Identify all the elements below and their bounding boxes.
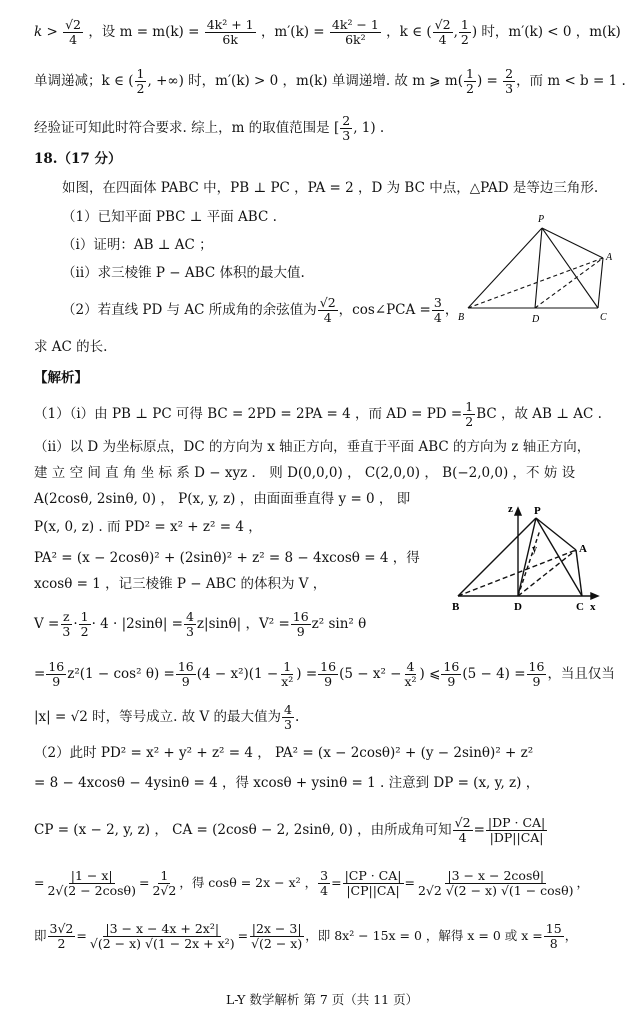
problem-part2-end: 求 AC 的长.: [34, 339, 108, 355]
fraction: $\frac{1}{2}$: [465, 66, 474, 96]
fraction: $\frac{2}{3}$: [505, 66, 514, 96]
fraction: $\frac{√2}{4}$: [454, 815, 471, 845]
edge-BA: [458, 550, 576, 596]
fraction: $\frac{\text{4k² + 1}}{6k}$: [206, 17, 254, 47]
label-C: C: [600, 312, 607, 323]
solution-line-13: CP = (x − 2, y, z) ， CA = (2cosθ − 2, 2sinθ, 0) ，由所成角可知 $\frac{√2}{4}$ = $\frac{|DP \cdot CA|}{|DP||CA|}$: [34, 815, 546, 845]
solution-line-12: = 8 − 4xcosθ − 4ysinθ = 4 ，得 xcosθ + ysinθ = 1 . 注意到 DP = (x, y, z) ，: [34, 775, 540, 791]
solution-line-11: （2）此时 PD² = x² + y² + z² = 4 ， PA² = (x − 2cosθ)² + (y − 2sinθ)² + z²: [34, 745, 534, 761]
fraction: $\frac{4}{3}$: [284, 702, 292, 732]
problem-stem: 如图，在四面体 PABC 中，PB ⊥ PC ，PA = 2 ，D 为 BC 中点，△PAD 是等边三角形.: [62, 180, 599, 196]
label-A: A: [606, 252, 613, 263]
label-x: x: [590, 601, 596, 613]
fraction: $\frac{√2}{4}$: [319, 295, 336, 325]
solution-line-4: A(2cosθ, 2sinθ, 0) ， P(x, y, z) ，由面面垂直得 y = 0 ， 即: [34, 491, 411, 507]
label-P: P: [538, 214, 545, 225]
edge-PA: [542, 228, 603, 258]
problem-part1: （1）已知平面 PBC ⊥ 平面 ABC .: [62, 209, 277, 225]
problem-part1-i: （i）证明：AB ⊥ AC ；: [62, 237, 213, 253]
fraction: $\frac{2}{3}$: [342, 113, 351, 143]
solution-line-8: V = $\frac{z}{3}$ · $\frac{1}{2}$ · 4 · |2sinθ| = $\frac{4}{3}$ z|sinθ| ，V² = $\frac{16}{9}$ z² sin² θ: [34, 609, 367, 639]
fraction: $\frac{16}{9}$: [177, 659, 194, 689]
fraction: $\frac{1}{2}$: [465, 399, 474, 429]
fraction: $\frac{16}{9}$: [528, 659, 545, 689]
solution-line-3: 建 立 空 间 直 角 坐 标 系 D − xyz ． 则 D(0,0,0) ， C(2,0,0) ， B(−2,0,0) ，不 妨 设: [34, 465, 576, 481]
fraction: $\frac{|DP \cdot CA|}{|DP||CA|}$: [487, 815, 546, 845]
label-B: B: [458, 312, 465, 323]
label-D: D: [532, 314, 540, 325]
solution-line-14: = $\frac{|1 - x|}{2√(2 - 2\cos\theta)}$ = $\frac{1}{2√2}$ ，得 cosθ = 2x − x² ， $\frac{3}{4}$ = $\frac{|CP \cdot CA|}{|CP||CA|}$ = $\frac{|3 - x - 2\cos\theta|}{2√2 √(2 - x) √(1 - \cos\theta)}$ ，: [34, 868, 590, 898]
fraction: $\frac{z}{3}$: [62, 609, 71, 639]
coordinate-figure: [448, 500, 608, 615]
fraction: $\frac{|3 - x - 2\cos\theta|}{2√2 √(2 - x) √(1 - \cos\theta)}$: [417, 868, 574, 898]
fraction: $\frac{4}{\text{x²}}$: [404, 659, 417, 689]
axis-z-arrow: [515, 508, 521, 515]
label-D: D: [514, 601, 522, 613]
label-B: B: [452, 601, 460, 613]
label-y: y: [532, 544, 537, 555]
axis-y: [518, 530, 540, 596]
fraction: $\frac{|2x - 3|}{√(2 - x)}$: [251, 921, 303, 951]
tetrahedron-figure: [450, 210, 620, 330]
fraction: $\frac{√2}{4}$: [65, 17, 82, 47]
solution-line-6: PA² = (x − 2cosθ)² + (2sinθ)² + z² = 8 − 4xcosθ = 4 ，得: [34, 550, 420, 566]
fraction: $\frac{16}{9}$: [320, 659, 337, 689]
fraction: $\frac{3}{4}$: [433, 295, 442, 325]
label-C: C: [576, 601, 584, 613]
fraction: $\frac{1}{2}$: [460, 17, 469, 47]
edge-AC: [576, 550, 582, 596]
solution-line-5: P(x, 0, z) . 而 PD² = x² + z² = 4 ，: [34, 519, 262, 535]
fraction: $\frac{\text{|3 − x − 4x + 2x²|}}{\text{√(2 − x) √(1 − 2x + x²)}}$: [89, 921, 235, 951]
fraction: $\frac{1}{2}$: [80, 609, 89, 639]
axis-x-arrow: [591, 593, 598, 599]
solution-line-15: 即 $\frac{3√2}{2}$ = $\frac{\text{|3 − x − 4x + 2x²|}}{\text{√(2 − x) √(1 − 2x + x²)}}$ = $\frac{|2x - 3|}{√(2 - x)}$ ，即 8x² − 15x = 0 ，解得 x = 0 或 x = $\frac{15}{8}$ ，: [34, 921, 578, 951]
prev-line-2: 单调递减；k ∈ ( $\frac{1}{2}$ , +∞) 时，m′(k) > 0 ，m(k) 单调递增. 故 m ⩾ m( $\frac{1}{2}$ ) = $\frac{2}{3}$ ，而 m < b = 1 .: [34, 66, 626, 96]
fraction: $\frac{\text{4k² − 1}}{\text{6k²}}$: [331, 17, 379, 47]
solution-header: 【解析】: [34, 370, 88, 386]
fraction: $\frac{16}{9}$: [292, 609, 309, 639]
prev-line-3: 经验证可知此时符合要求. 综上，m 的取值范围是 [ $\frac{2}{3}$ , 1) .: [34, 113, 385, 143]
solution-line-9: = $\frac{16}{9}$ z²(1 − cos² θ) = $\frac{16}{9}$ (4 − x²)(1 − $\frac{1}{\text{x²}}$ ) = $\frac{16}{9}$ (5 − x² − $\frac{4}{\text{x²}}$ ) ⩽ $\frac{16}{9}$ (5 − 4) = $\frac{16}{9}$ ，当且仅当: [34, 659, 615, 689]
fraction: $\frac{1}{2}$: [136, 66, 145, 96]
solution-line-2: （ii）以 D 为坐标原点，DC 的方向为 x 轴正方向，垂直于平面 ABC 的方向为 z 轴正方向，: [34, 439, 591, 455]
fraction: $\frac{|CP \cdot CA|}{|CP||CA|}$: [344, 868, 402, 898]
fraction: $\frac{4}{3}$: [185, 609, 194, 639]
problem-part1-ii: （ii）求三棱锥 P − ABC 体积的最大值.: [62, 265, 305, 281]
edge-PB: [458, 518, 536, 596]
prev-line-1: k > $\frac{√2}{4}$ ，设 m = m(k) = $\frac{\text{4k² + 1}}{6k}$ ，m′(k) = $\frac{\text{4k² − 1}}{\text{6k²}}$ ，k ∈ ( $\frac{√2}{4}$ , $\frac{1}{2}$ ) 时，m′(k) < 0 ，m(k): [34, 17, 621, 47]
label-z: z: [508, 503, 513, 515]
label-P: P: [534, 505, 541, 517]
problem-part2: （2）若直线 PD 与 AC 所成角的余弦值为 $\frac{√2}{4}$ ，cos∠PCA = $\frac{3}{4}$ ，: [62, 295, 459, 325]
problem-number: 18.（17 分）: [34, 151, 122, 167]
fraction: $\frac{|1 - x|}{2√(2 - 2\cos\theta)}$: [47, 868, 136, 898]
solution-line-7: xcosθ = 1 ，记三棱锥 P − ABC 的体积为 V ，: [34, 576, 327, 592]
solution-line-10: |x| = √2 时，等号成立. 故 V 的最大值为 $\frac{4}{3}$ .: [34, 702, 300, 732]
edge-PB: [468, 228, 542, 308]
fraction: $\frac{16}{9}$: [48, 659, 65, 689]
fraction: $\frac{16}{9}$: [443, 659, 460, 689]
page-footer: L-Y 数学解析 第 7 页（共 11 页）: [226, 992, 419, 1007]
edge-PD: [535, 228, 542, 308]
fraction: $\frac{√2}{4}$: [434, 17, 451, 47]
edge-AC: [598, 258, 603, 308]
fraction: $\frac{3√2}{2}$: [49, 921, 74, 951]
fraction: $\frac{1}{\text{x²}}$: [281, 659, 294, 689]
edge-PC: [542, 228, 598, 308]
solution-line-1: （1）（i）由 PB ⊥ PC 可得 BC = 2PD = 2PA = 4 ，而 AD = PD = $\frac{1}{2}$ BC ，故 AB ⊥ AC .: [34, 399, 602, 429]
fraction: $\frac{3}{4}$: [320, 868, 329, 898]
fraction: $\frac{1}{2√2}$: [152, 868, 177, 898]
fraction: $\frac{15}{8}$: [545, 921, 562, 951]
edge-PA: [536, 518, 576, 550]
label-A: A: [579, 543, 587, 555]
